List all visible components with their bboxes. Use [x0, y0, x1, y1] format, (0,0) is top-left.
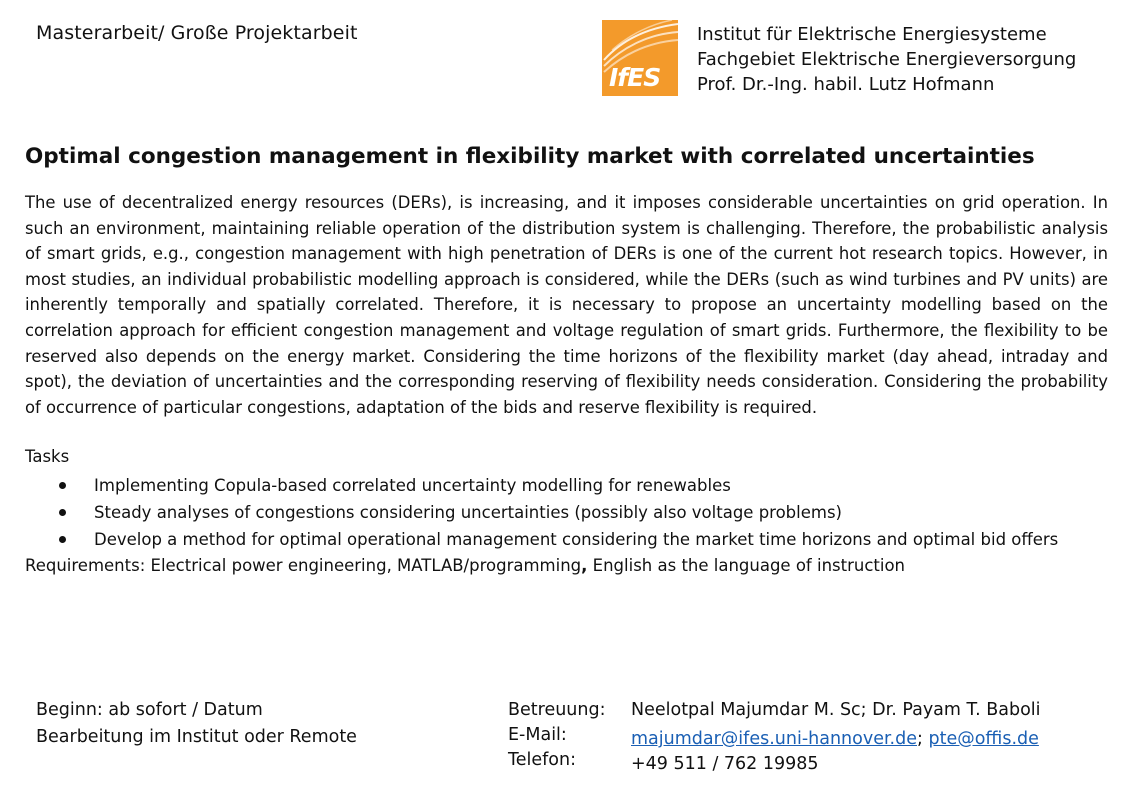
work-location: Bearbeitung im Institut oder Remote	[36, 727, 357, 747]
footer-contact-labels	[508, 697, 606, 774]
tasks-heading: Tasks	[25, 447, 70, 466]
task-item	[56, 528, 1058, 555]
bullet-icon	[59, 536, 66, 543]
thesis-title: Optimal congestion management in flexibility market with correlated uncertainties	[25, 144, 1035, 169]
thesis-type: Masterarbeit/ Große Projektarbeit	[36, 22, 358, 44]
ifes-logo	[602, 20, 678, 96]
task-item	[56, 501, 1058, 528]
requirements-text: Requirements: Electrical power engineering, MATLAB/programming	[25, 556, 582, 575]
task-text: Develop a method for optimal operational management considering the market time horizons and optimal bid offers	[94, 530, 1059, 549]
logo-text: IfES	[609, 63, 661, 92]
requirements-separator: ,	[581, 556, 588, 575]
institute-name: Institut für Elektrische Energiesysteme	[697, 24, 1047, 45]
task-item	[56, 474, 1058, 501]
supervision-label: Betreuung:	[508, 700, 606, 720]
footer-contact-values	[631, 697, 1041, 778]
requirements-language: English as the language of instruction	[587, 556, 906, 575]
footer-start-info	[36, 697, 357, 751]
institute-block	[697, 22, 1076, 97]
task-text: Implementing Copula-based correlated uncertainty modelling for renewables	[94, 476, 731, 495]
task-list	[56, 474, 1058, 555]
professor-name: Prof. Dr.-Ing. habil. Lutz Hofmann	[697, 74, 995, 95]
requirements	[25, 556, 905, 575]
email-label: E-Mail:	[508, 725, 567, 745]
phone-label: Telefon:	[508, 750, 576, 770]
department-name: Fachgebiet Elektrische Energieversorgung	[697, 49, 1077, 70]
task-text: Steady analyses of congestions considering uncertainties (possibly also voltage problems)	[94, 503, 842, 522]
description-paragraph: The use of decentralized energy resources (DERs), is increasing, and it imposes considerable uncertainties on grid operation. In such an environment, maintaining reliable operation of the distribution system is challenging. Therefore, the probabilistic analysis of smart grids, e.g., congestion management with high penetration of DERs is one of the current hot research topics. However, in most studies, an individual probabilistic modelling approach is considered, while the DERs (such as wind turbines and PV units) are inherently temporally and spatially correlated. Therefore, it is necessary to propose an uncertainty modelling based on the correlation approach for efficient congestion management and voltage regulation of smart grids. Furthermore, the flexibility to be reserved also depends on the energy market. Considering the time horizons of the flexibility market (day ahead, intraday and spot), the deviation of uncertainties and the corresponding reserving of flexibility needs consideration. Considering the probability of occurrence of particular congestions, adaptation of the bids and reserve flexibility is required.	[25, 193, 1108, 417]
bullet-icon	[59, 482, 66, 489]
bullet-icon	[59, 509, 66, 516]
email-link-offis[interactable]: pte@offis.de	[928, 729, 1039, 749]
start-date: Beginn: ab sofort / Datum	[36, 700, 263, 720]
email-link-majumdar[interactable]: majumdar@ifes.uni-hannover.de	[631, 729, 917, 749]
supervisors: Neelotpal Majumdar M. Sc; Dr. Payam T. Baboli	[631, 700, 1041, 720]
phone-number: +49 511 / 762 19985	[631, 754, 819, 774]
email-line	[631, 726, 1041, 753]
email-separator: ;	[916, 729, 923, 749]
